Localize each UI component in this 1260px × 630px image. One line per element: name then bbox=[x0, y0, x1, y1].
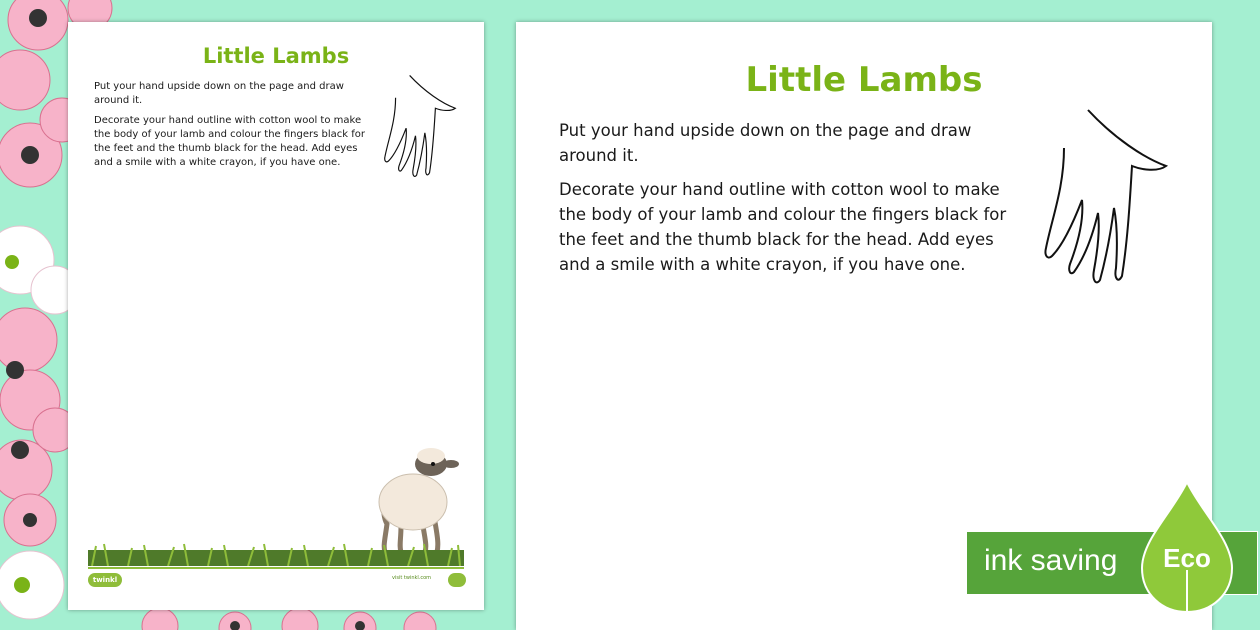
lamb-illustration bbox=[373, 434, 465, 554]
ink-saving-text: ink saving bbox=[984, 544, 1118, 577]
instruction-paragraph-2: Decorate your hand outline with cotton wool to make the body of your lamb and colour the fingers black for the feet and the thumb black for the head. Add eyes and a smile with a white crayon, if you have one. bbox=[94, 115, 365, 168]
hand-outline-icon bbox=[1034, 108, 1174, 288]
footer-divider bbox=[88, 567, 464, 569]
instruction-paragraph-2-large: Decorate your hand outline with cotton wool to make the body of your lamb and colour the fingers black for the feet and the thumb black for the head. Add eyes and a smile with a white crayon, if you have one. bbox=[559, 180, 1007, 274]
worksheet-title: Little Lambs bbox=[202, 44, 350, 68]
eco-label: Eco bbox=[1163, 543, 1211, 573]
footer-url: visit twinkl.com bbox=[392, 575, 432, 581]
hand-outline-icon bbox=[378, 72, 460, 182]
twinkl-logo: twinkl bbox=[88, 573, 122, 587]
twinkl-badge-icon bbox=[448, 573, 466, 587]
grass-strip bbox=[88, 542, 464, 566]
worksheet-preview bbox=[68, 22, 484, 610]
instruction-paragraph-1: Put your hand upside down on the page and draw around it. bbox=[94, 81, 344, 106]
instruction-paragraph-1-large: Put your hand upside down on the page and draw around it. bbox=[559, 121, 972, 165]
worksheet-title-large: Little Lambs bbox=[745, 60, 983, 100]
